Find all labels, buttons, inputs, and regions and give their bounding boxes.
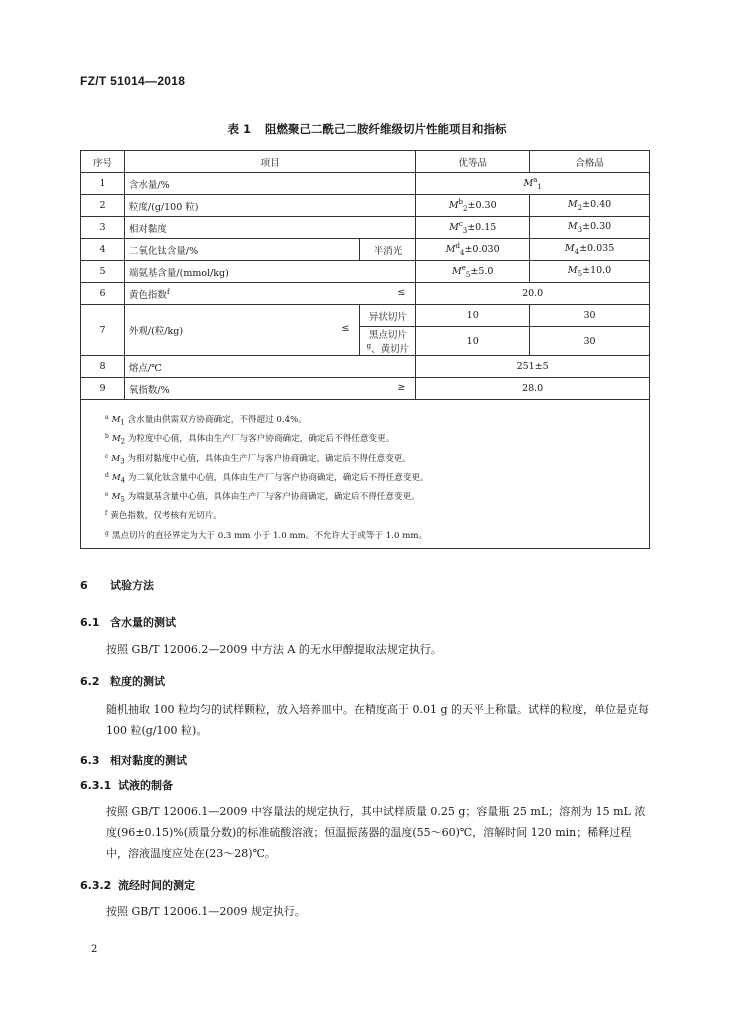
row-item: 氧指数/% ≥ — [124, 378, 415, 400]
table-notes-row — [81, 400, 650, 549]
row-item: 二氧化钛含量/% — [124, 239, 359, 261]
row-qualified-value: $M_2\pm 0.40$ — [530, 195, 650, 217]
row-item: 含水量/% — [124, 173, 415, 195]
table-number: 表 1 — [227, 122, 251, 136]
standard-number-header: FZ/T 51014—2018 — [80, 74, 186, 88]
header-qualified: 合格品 — [530, 151, 650, 173]
row-sub-item: 黑点切片$^g$、黄切片 — [360, 327, 416, 356]
table-note: $^g$ 黑点切片的直径界定为大于 0.3 mm 小于 1.0 mm。不允许大于或等于 1.0 mm。 — [105, 529, 428, 541]
section-6-1-body: 按照 GB/T 12006.2—2009 中方法 A 的无水甲醇提取法规定执行。 — [106, 643, 442, 656]
row-item: 端氨基含量/(mmol/kg) — [124, 261, 415, 283]
row-seq: 7 — [81, 305, 125, 356]
operator-le: ≤ — [341, 323, 350, 334]
row-seq: 8 — [81, 356, 125, 378]
table-note: $^b$ $M_2$ 为粒度中心值，具体由生产厂与客户协商确定，确定后不得任意变更。 — [105, 433, 395, 447]
row-seq: 5 — [81, 261, 125, 283]
row-item: 粒度/(g/100 粒) — [124, 195, 415, 217]
row-item: 相对黏度 — [124, 217, 415, 239]
table-row — [81, 261, 650, 283]
row-value: 251±5 — [416, 356, 650, 378]
spec-table — [80, 150, 650, 549]
header-seq: 序号 — [81, 151, 125, 173]
row-premium-value: $M^d_4\pm 0.030$ — [416, 239, 530, 261]
table-row — [81, 217, 650, 239]
row-premium-value: 10 — [416, 305, 530, 327]
row-value: 20.0 — [416, 283, 650, 305]
row-seq: 4 — [81, 239, 125, 261]
table-title: 阻燃聚己二酰己二胺纤维级切片性能项目和指标 — [265, 122, 507, 136]
row-premium-value: $M^e_5\pm 5.0$ — [416, 261, 530, 283]
table-row — [81, 305, 650, 327]
table-note: $^c$ $M_3$ 为相对黏度中心值，具体由生产厂与客户协商确定，确定后不得任意变更。 — [105, 452, 411, 466]
table-note: $^a$ $M_1$ 含水量由供需双方协商确定，不得超过 0.4%。 — [105, 414, 307, 427]
section-6-3-heading: 6.3 相对黏度的测试 — [80, 754, 187, 767]
row-premium-value: $M^c_3\pm 0.15$ — [416, 217, 530, 239]
row-seq: 6 — [81, 283, 125, 305]
table-row — [81, 283, 650, 305]
section-6-2-heading: 6.2 粒度的测试 — [80, 675, 165, 688]
row-qualified-value: 30 — [530, 327, 650, 356]
table-row — [81, 356, 650, 378]
row-seq: 2 — [81, 195, 125, 217]
page-number: 2 — [91, 944, 98, 955]
operator-ge: ≥ — [397, 381, 406, 393]
row-item: 外观/(粒/kg) ≤ — [124, 305, 359, 356]
row-seq: 3 — [81, 217, 125, 239]
table-note: $^f$ 黄色指数，仅考核有光切片。 — [105, 510, 222, 522]
section-6-3-1-heading: 6.3.1 试液的制备 — [80, 779, 173, 792]
table-note: $^e$ $M_5$ 为端氨基含量中心值，具体由生产厂与客户协商确定，确定后不得任意变更。 — [105, 491, 420, 504]
row-item: 熔点/℃ — [124, 356, 415, 378]
header-premium: 优等品 — [416, 151, 530, 173]
table-row — [81, 378, 650, 400]
header-item: 项目 — [124, 151, 415, 173]
section-6-3-1-body: 按照 GB/T 12006.1—2009 中容量法的规定执行，其中试样质量 0.25 g；容量瓶 25 mL；溶剂为 15 mL 浓度(96±0.15)%(质量分数)的标准硫酸溶液；恒温振荡器的温度(55～60)℃，溶解时间 120 min；稀释过程中，溶液温度应处在(23～28)℃。 — [106, 805, 646, 860]
row-qualified-value: $M_5\pm 10.0$ — [530, 261, 650, 283]
table-row — [81, 195, 650, 217]
row-value: $M^a_1$ — [416, 173, 650, 195]
table-note: $^d$ $M_4$ 为二氧化钛含量中心值，具体由生产厂与客户协商确定，确定后不得任意变更。 — [105, 471, 429, 485]
row-seq: 9 — [81, 378, 125, 400]
table-row — [81, 239, 650, 261]
section-6-heading: 6 试验方法 — [80, 579, 154, 592]
section-6-1-heading: 6.1 含水量的测试 — [80, 616, 176, 629]
table-header-row — [81, 151, 650, 173]
row-qualified-value: 30 — [530, 305, 650, 327]
table-notes — [81, 400, 650, 549]
table-caption — [0, 121, 734, 137]
section-6-3-2-heading: 6.3.2 流经时间的测定 — [80, 879, 195, 892]
section-6-3-2-body: 按照 GB/T 12006.1—2009 规定执行。 — [106, 905, 306, 918]
row-premium-value: $M^b_2\pm 0.30$ — [416, 195, 530, 217]
section-6-2-body: 随机抽取 100 粒均匀的试样颗粒，放入培养皿中。在精度高于 0.01 g 的天平上称量。试样的粒度，单位是克每 100 粒(g/100 粒)。 — [106, 703, 650, 737]
row-sub-item: 异状切片 — [360, 305, 416, 327]
row-item: 黄色指数$^f$ ≤ — [124, 283, 415, 305]
row-premium-value: 10 — [416, 327, 530, 356]
row-seq: 1 — [81, 173, 125, 195]
operator-le: ≤ — [397, 286, 406, 298]
row-qualified-value: $M_4\pm 0.035$ — [530, 239, 650, 261]
row-condition: 半消光 — [360, 239, 416, 261]
row-qualified-value: $M_3\pm 0.30$ — [530, 217, 650, 239]
row-value: 28.0 — [416, 378, 650, 400]
table-row — [81, 173, 650, 195]
